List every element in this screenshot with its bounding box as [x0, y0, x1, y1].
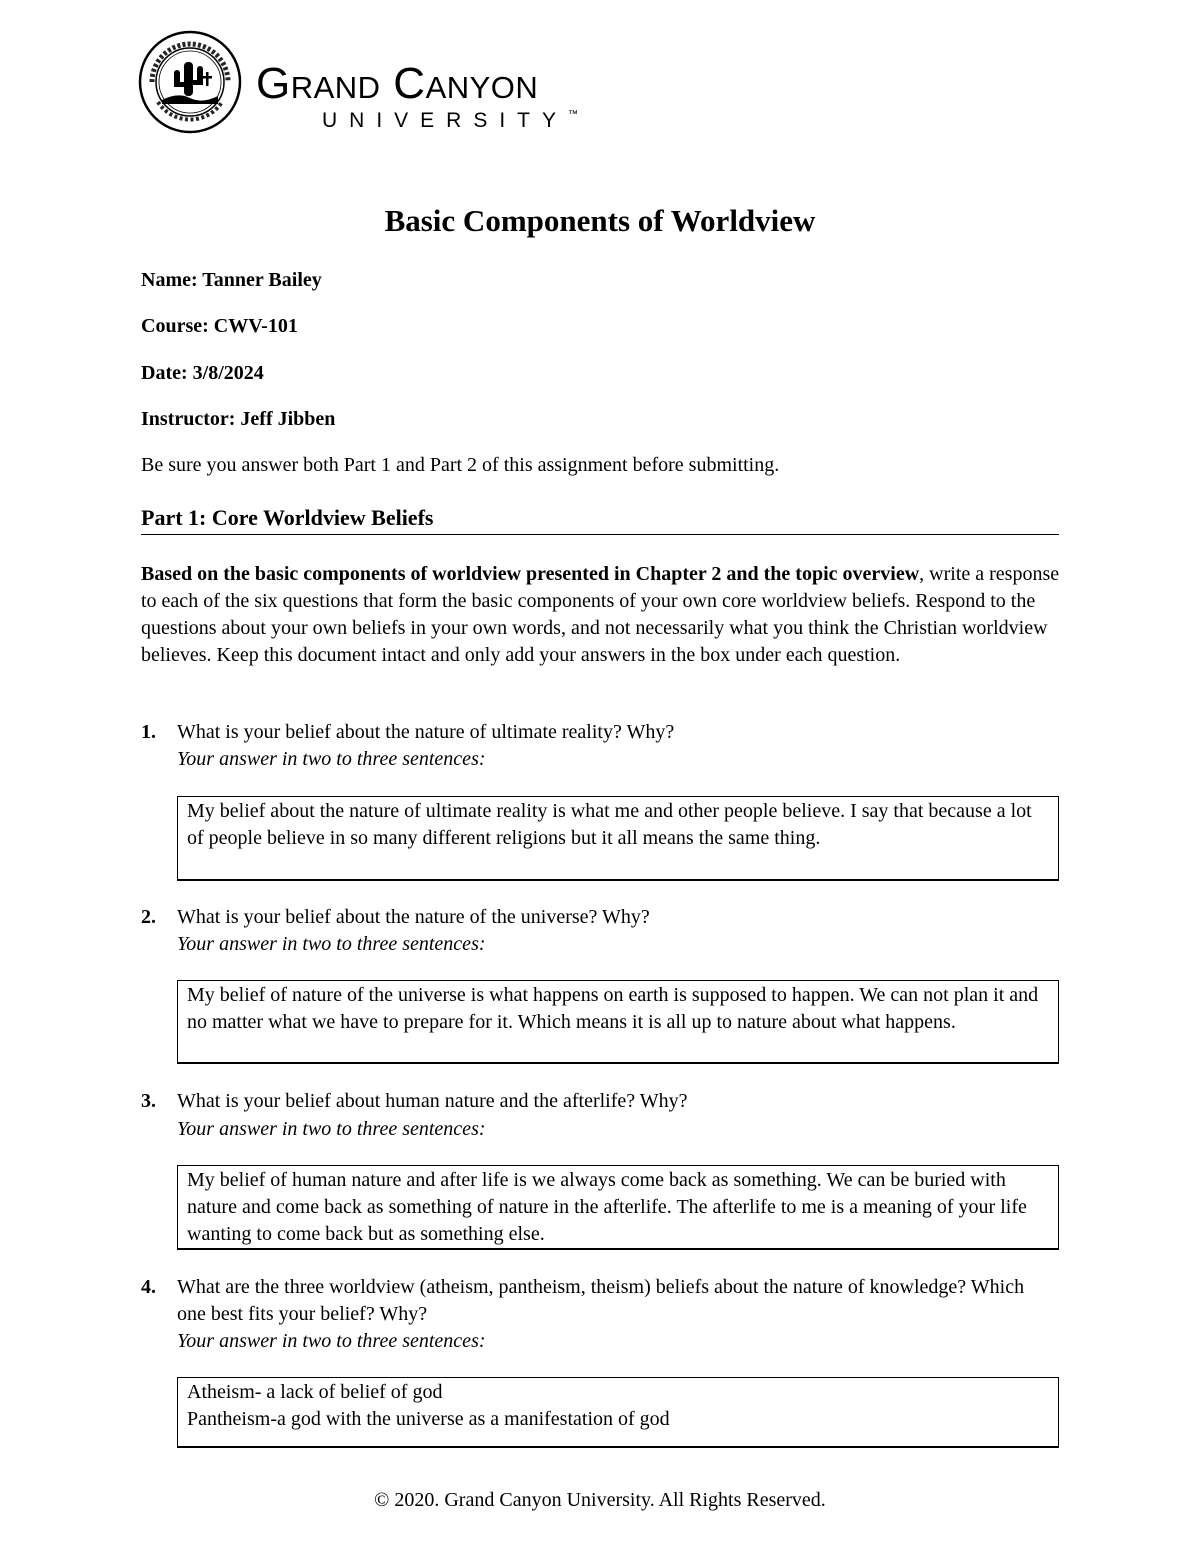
- question-number: 3.: [141, 1090, 156, 1112]
- part1-heading: Part 1: Core Worldview Beliefs: [141, 504, 1059, 535]
- part1-instructions: [141, 561, 1061, 669]
- student-name: Name: Tanner Bailey: [141, 269, 322, 291]
- answer-prompt: Your answer in two to three sentences:: [177, 1330, 486, 1352]
- brand-wordmark: [256, 59, 539, 108]
- question-number: 2.: [141, 906, 156, 928]
- answer-box[interactable]: [177, 980, 1059, 1064]
- brand-name: Grand Canyon: [256, 59, 539, 108]
- university-logo: [138, 30, 618, 134]
- brand-subtitle: UNIVERSITY™: [322, 109, 579, 132]
- instructions-text: , write a response to each of the six questions that form the basic components of your own core worldview beliefs. Respond to the questions about your own beliefs in your own words, and not necessarily what you think the Christian worldview believes. Keep this document intact and only add your answers in the box under each question.: [141, 563, 1060, 666]
- answer-line: Atheism- a lack of belief of god: [187, 1381, 443, 1403]
- submission-note: Be sure you answer both Part 1 and Part 2 of this assignment before submitting.: [141, 454, 780, 476]
- question-number: 1.: [141, 721, 156, 743]
- answer-box[interactable]: [177, 796, 1059, 881]
- answer-text: My belief of nature of the universe is what happens on earth is supposed to happen. We can not plan it and no matter what we have to prepare for it. Which means it is all up to nature about what happens.: [187, 984, 1039, 1033]
- question-text: What is your belief about human nature and the afterlife? Why?: [177, 1090, 688, 1112]
- question-text: What is your belief about the nature of the universe? Why?: [177, 906, 650, 928]
- answer-text: My belief of human nature and after life is we always come back as something. We can be buried with nature and come back as something of nature in the afterlife. The afterlife to me is a meaning of your life wanting to come back but as something else.: [187, 1169, 1027, 1245]
- answer-prompt: Your answer in two to three sentences:: [177, 1118, 486, 1140]
- question-text: What is your belief about the nature of ultimate reality? Why?: [177, 721, 675, 743]
- answer-box[interactable]: [177, 1165, 1059, 1250]
- question-number: 4.: [141, 1276, 156, 1298]
- answer-prompt: Your answer in two to three sentences:: [177, 933, 486, 955]
- instructor-label: Instructor: Jeff Jibben: [141, 408, 336, 430]
- answer-line: Pantheism-a god with the universe as a manifestation of god: [187, 1408, 670, 1430]
- answer-prompt: Your answer in two to three sentences:: [177, 748, 486, 770]
- question-text: What are the three worldview (atheism, pantheism, theism) beliefs about the nature of knowledge? Which one best fits your belief? Why?: [177, 1276, 1025, 1325]
- trademark-mark: ™: [568, 109, 579, 120]
- university-seal-icon: [138, 30, 242, 134]
- date-label: Date: 3/8/2024: [141, 362, 264, 384]
- course-label: Course: CWV-101: [141, 315, 298, 337]
- answer-box[interactable]: [177, 1377, 1059, 1448]
- copyright-footer: © 2020. Grand Canyon University. All Rights Reserved.: [374, 1489, 826, 1511]
- answer-text: My belief about the nature of ultimate reality is what me and other people believe. I say that because a lot of people believe in so many different religions but it all means the same thing.: [187, 800, 1032, 849]
- document-title: Basic Components of Worldview: [384, 203, 816, 238]
- instructions-bold: Based on the basic components of worldview presented in Chapter 2 and the topic overview: [141, 563, 920, 585]
